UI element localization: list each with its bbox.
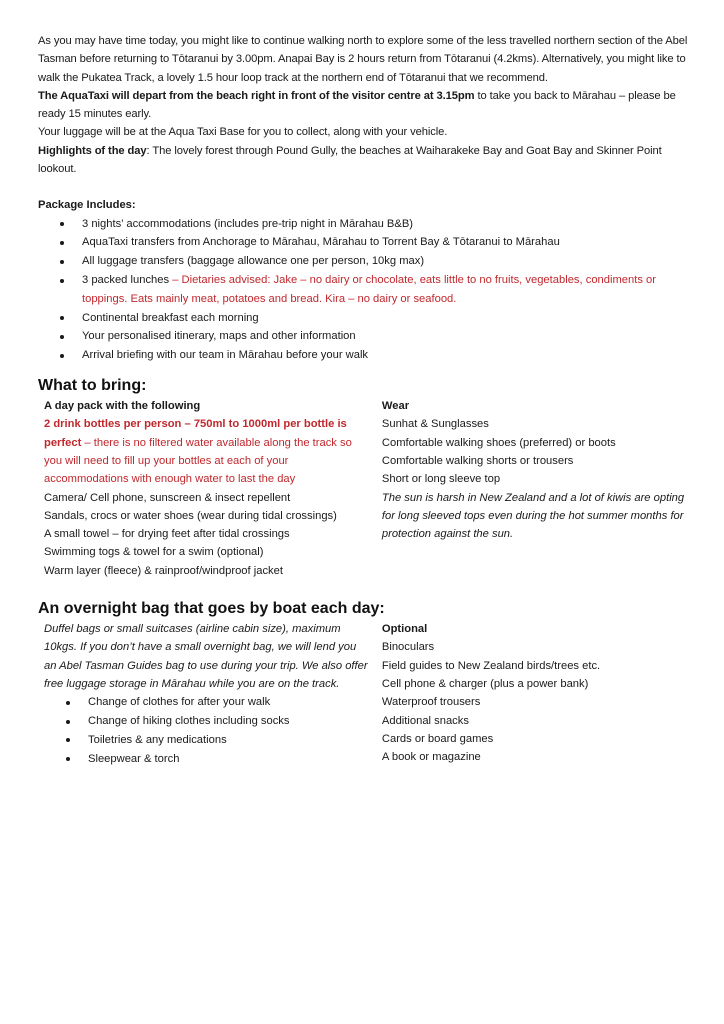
itinerary-page bbox=[38, 32, 688, 768]
bag-description: Duffel bags or small suitcases (airline cabin size), maximum 10kgs. If you don’t have a small overnight bag, we will lend you an Abel Tasman Guides bag to use during your trip. We also offer free luggage storage in Mārahau while you are on the track. bbox=[44, 623, 368, 690]
aquataxi-note: The AquaTaxi will depart from the beach right in front of the visitor centre at 3.15pm to take you back to Mārahau – please be ready 15 minutes early. bbox=[38, 89, 676, 121]
package-item: All luggage transfers (baggage allowance one per person, 10kg max) bbox=[38, 252, 688, 271]
wear-item: Comfortable walking shorts or trousers bbox=[381, 454, 574, 467]
daypack-item: Sandals, crocs or water shoes (wear during tidal crossings) bbox=[44, 509, 337, 522]
daypack-column bbox=[38, 397, 374, 580]
luggage-note: Your luggage will be at the Aqua Taxi Base for you to collect, along with your vehicle. bbox=[38, 126, 448, 139]
wear-item: Sunhat & Sunglasses bbox=[381, 418, 489, 431]
daypack-item: Camera/ Cell phone, sunscreen & insect repellent bbox=[44, 491, 291, 504]
daypack-item: A small towel – for drying feet after tidal crossings bbox=[44, 528, 290, 541]
wear-item: Short or long sleeve top bbox=[381, 473, 501, 486]
package-item: Continental breakfast each morning bbox=[38, 309, 688, 328]
bag-item: Sleepwear & torch bbox=[44, 750, 368, 769]
wear-column bbox=[374, 397, 688, 580]
package-item: 3 packed lunches – Dietaries advised: Jake – no dairy or chocolate, eats little to no fruits, vegetables, condiments or toppings. Eats mainly meat, potatoes and bread. Kira – no dairy or seafood. bbox=[38, 271, 688, 309]
overnight-bag-columns bbox=[38, 620, 688, 768]
bag-column bbox=[38, 620, 374, 768]
wear-item: Comfortable walking shoes (preferred) or boots bbox=[381, 436, 616, 449]
highlights: Highlights of the day: The lovely forest through Pound Gully, the beaches at Waiharakeke Bay and Goat Bay and Skinner Point lookout. bbox=[38, 144, 662, 176]
optional-item: Additional snacks bbox=[381, 714, 469, 727]
bag-item: Toiletries & any medications bbox=[44, 731, 368, 750]
package-item: Your personalised itinerary, maps and other information bbox=[38, 327, 688, 346]
optional-column bbox=[374, 620, 688, 768]
optional-item: Cell phone & charger (plus a power bank) bbox=[381, 677, 589, 690]
daypack-title: A day pack with the following bbox=[44, 400, 201, 413]
optional-title: Optional bbox=[381, 623, 428, 636]
overnight-bag-heading: An overnight bag that goes by boat each day: bbox=[38, 600, 385, 618]
bag-list bbox=[44, 693, 368, 768]
sun-note: The sun is harsh in New Zealand and a lot of kiwis are opting for long sleeved tops even during the hot summer months for protection against the sun. bbox=[381, 491, 685, 541]
optional-item: Cards or board games bbox=[381, 732, 494, 745]
package-title: Package Includes: bbox=[38, 199, 136, 212]
optional-item: Field guides to New Zealand birds/trees etc. bbox=[381, 659, 601, 672]
dietary-note: – Dietaries advised: Jake – no dairy or chocolate, eats little to no fruits, vegetables, condiments or toppings. Eats mainly meat, potatoes and bread. Kira – no dairy or seafood. bbox=[82, 274, 656, 305]
what-to-bring-columns bbox=[38, 397, 688, 580]
optional-item: A book or magazine bbox=[381, 751, 481, 764]
bag-item: Change of hiking clothes including socks bbox=[44, 712, 368, 731]
package-item: 3 nights’ accommodations (includes pre-trip night in Mārahau B&B) bbox=[38, 215, 688, 234]
highlights-label: Highlights of the day bbox=[38, 144, 147, 157]
wear-title: Wear bbox=[381, 400, 410, 413]
aquataxi-departure: The AquaTaxi will depart from the beach right in front of the visitor centre at 3.15pm bbox=[38, 89, 475, 102]
optional-item: Binoculars bbox=[381, 641, 435, 654]
package-item: AquaTaxi transfers from Anchorage to Mārahau, Mārahau to Torrent Bay & Tōtaranui to Mārahau bbox=[38, 233, 688, 252]
bag-item: Change of clothes for after your walk bbox=[44, 693, 368, 712]
daypack-item: Warm layer (fleece) & rainproof/windproof jacket bbox=[44, 564, 283, 577]
what-to-bring-heading: What to bring: bbox=[38, 377, 147, 395]
water-note: 2 drink bottles per person – 750ml to 1000ml per bottle is perfect – there is no filtered water available along the track so you will need to fill up your bottles at each of your accommodations with enough water to last the day bbox=[44, 418, 352, 486]
package-item: Arrival briefing with our team in Mārahau before your walk bbox=[38, 346, 688, 365]
intro-paragraph: As you may have time today, you might like to continue walking north to explore some of the less travelled northern section of the Abel Tasman before returning to Tōtaranui by 3.00pm. Anapai Bay is 2 hours return from Tōtaranui (4.2kms). Alternatively, you might like to walk the Pukatea Track, a lovely 1.5 hour loop track at the northern end of Tōtaranui that we recommend. bbox=[38, 35, 688, 84]
package-list bbox=[38, 215, 688, 365]
daypack-item: Swimming togs & towel for a swim (optional) bbox=[44, 546, 264, 559]
optional-item: Waterproof trousers bbox=[381, 696, 481, 709]
